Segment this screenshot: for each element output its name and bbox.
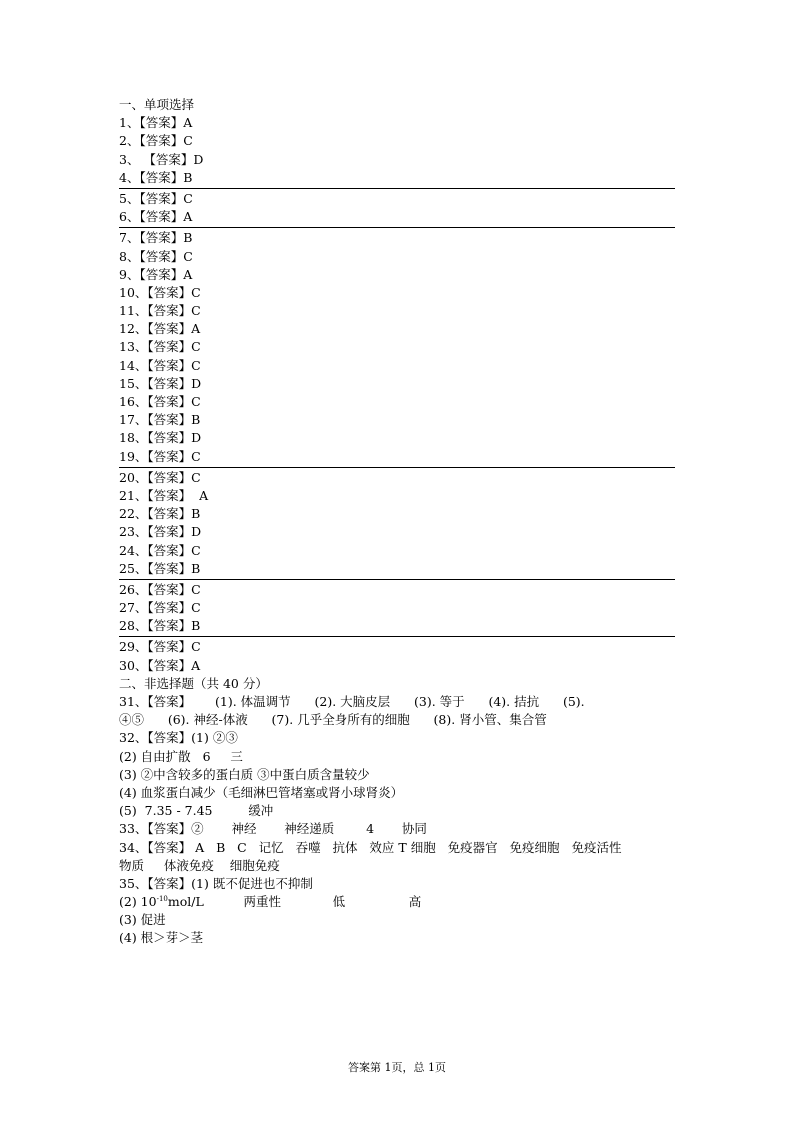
divider	[119, 188, 675, 189]
answer-line: 25、【答案】B	[119, 560, 201, 576]
q33-line: 33、【答案】② 神经 神经递质 4 协同	[119, 821, 427, 837]
q32-line: (4) 血浆蛋白减少（毛细淋巴管堵塞或肾小球肾炎）	[119, 784, 404, 800]
divider	[119, 636, 675, 637]
q35-line: 35、【答案】(1) 既不促进也不抑制	[119, 875, 313, 891]
answer-line: 9、【答案】A	[119, 266, 193, 282]
answer-line: 18、【答案】D	[119, 430, 202, 446]
q35-exponent: -10	[156, 894, 168, 903]
answer-line: 27、【答案】C	[119, 600, 201, 616]
answer-line: 20、【答案】C	[119, 469, 201, 485]
answer-line: 16、【答案】C	[119, 394, 201, 409]
q32-line: (5) 7.35 - 7.45 缓冲	[119, 803, 274, 819]
answer-line: 2、【答案】C	[119, 133, 193, 149]
answer-line: 26、【答案】C	[119, 581, 201, 597]
answer-line: 12、【答案】A	[119, 321, 201, 337]
answer-line: 28、【答案】B	[119, 618, 201, 634]
answer-line: 19、【答案】C	[119, 448, 201, 464]
q32-line: (3) ②中含较多的蛋白质 ③中蛋白质含量较少	[119, 766, 370, 782]
answer-line: 4、【答案】B	[119, 169, 193, 185]
answer-line: 5、【答案】C	[119, 190, 193, 206]
divider	[119, 579, 675, 580]
answer-line: 8、【答案】C	[119, 248, 193, 264]
q32-line: 32、【答案】(1) ②③	[119, 730, 238, 746]
q32-line: (2) 自由扩散 6 三	[119, 748, 243, 764]
q35-line: (4) 根＞芽＞茎	[119, 930, 204, 946]
answer-line: 3、 【答案】D	[119, 151, 204, 167]
divider	[119, 227, 675, 228]
page-footer: 答案第 1页，总 1页	[348, 1061, 446, 1074]
q34-line: 34、【答案】 A B C 记忆 吞噬 抗体 效应 T 细胞 免疫器官 免疫细胞 免疫活性	[119, 839, 622, 855]
section2-heading: 二、非选择题（共 40 分）	[119, 675, 268, 691]
answer-line: 29、【答案】C	[119, 639, 201, 655]
answer-line: 30、【答案】A	[119, 657, 201, 673]
answer-line: 15、【答案】D	[119, 375, 202, 391]
answer-line: 14、【答案】C	[119, 357, 201, 373]
q35-line: (3) 促进	[119, 912, 166, 928]
answer-line: 10、【答案】C	[119, 284, 201, 300]
q31-line: 31、【答案】 (1). 体温调节 (2). 大脑皮层 (3). 等于 (4). 拮抗 (5).	[119, 694, 585, 709]
answer-line: 11、【答案】C	[119, 303, 201, 319]
answer-line: 1、【答案】A	[119, 115, 193, 131]
answer-line: 7、【答案】B	[119, 230, 193, 246]
answer-line: 23、【答案】D	[119, 524, 202, 540]
q35-prefix: (2) 10	[119, 894, 157, 910]
answer-line: 6、【答案】A	[119, 209, 193, 225]
q35-rest: mol/L 两重性 低 高	[167, 894, 422, 910]
divider	[119, 467, 675, 468]
answer-line: 22、【答案】B	[119, 506, 201, 522]
q35-line	[119, 893, 675, 911]
section1-heading: 一、单项选择	[119, 97, 195, 112]
answer-line: 13、【答案】C	[119, 339, 201, 355]
answer-line: 17、【答案】B	[119, 412, 201, 428]
answer-sheet	[119, 96, 675, 948]
answer-line: 21、【答案】 A	[119, 487, 209, 503]
q34-line: 物质 体液免疫 细胞免疫	[119, 857, 280, 873]
q31-line: ④⑤ (6). 神经-体液 (7). 几乎全身所有的细胞 (8). 肾小管、集合管	[119, 712, 547, 728]
answer-line: 24、【答案】C	[119, 542, 201, 558]
